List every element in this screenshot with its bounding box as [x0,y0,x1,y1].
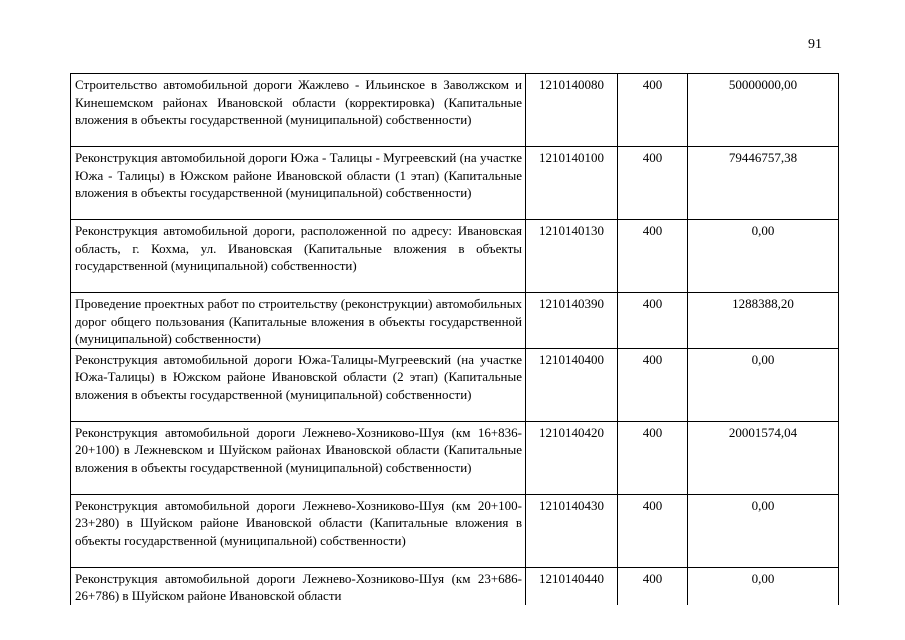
table-row [71,147,839,220]
row-code: 1210140400 [526,348,618,421]
row-description: Реконструкция автомобильной дороги Лежнево-Хозниково-Шуя (км 20+100-23+280) в Шуйском районе Ивановской области (Капитальные вложения в объекты государственной (муниципальной) собственности) [71,494,526,567]
row-expense-type: 400 [618,147,688,220]
row-amount: 20001574,04 [688,421,839,494]
row-amount: 0,00 [688,567,839,605]
table-row [71,293,839,349]
table-row [71,567,839,605]
row-description: Строительство автомобильной дороги Жажлево - Ильинское в Заволжском и Кинешемском районах Ивановской области (корректировка) (Капитальные вложения в объекты государственной (муниципальной) собственности) [71,74,526,147]
row-amount: 79446757,38 [688,147,839,220]
row-expense-type: 400 [618,74,688,147]
row-amount: 50000000,00 [688,74,839,147]
row-expense-type: 400 [618,293,688,349]
row-description: Реконструкция автомобильной дороги, расположенной по адресу: Ивановская область, г. Кохма, ул. Ивановская (Капитальные вложения в объекты государственной (муниципальной) собственности) [71,220,526,293]
row-description: Реконструкция автомобильной дороги Лежнево-Хозниково-Шуя (км 23+686-26+786) в Шуйском районе Ивановской области [71,567,526,605]
budget-table [70,73,839,605]
table-row [71,348,839,421]
row-expense-type: 400 [618,421,688,494]
row-description: Проведение проектных работ по строительству (реконструкции) автомобильных дорог общего пользования (Капитальные вложения в объекты государственной (муниципальной) собственности) [71,293,526,349]
row-expense-type: 400 [618,567,688,605]
row-code: 1210140430 [526,494,618,567]
table-row [71,74,839,147]
page-number: 91 [808,37,822,52]
row-expense-type: 400 [618,220,688,293]
row-amount: 0,00 [688,494,839,567]
table-row [71,494,839,567]
row-amount: 0,00 [688,220,839,293]
row-expense-type: 400 [618,494,688,567]
row-code: 1210140440 [526,567,618,605]
row-amount: 0,00 [688,348,839,421]
row-code: 1210140420 [526,421,618,494]
row-code: 1210140130 [526,220,618,293]
row-description: Реконструкция автомобильной дороги Лежнево-Хозниково-Шуя (км 16+836-20+100) в Лежневском и Шуйском районах Ивановской области (Капитальные вложения в объекты государственной (муниципальной) собственности) [71,421,526,494]
table-row [71,421,839,494]
row-description: Реконструкция автомобильной дороги Южа-Талицы-Мугреевский (на участке Южа-Талицы) в Южском районе Ивановской области (2 этап) (Капитальные вложения в объекты государственной (муниципальной) собственности) [71,348,526,421]
row-code: 1210140390 [526,293,618,349]
table-row [71,220,839,293]
row-code: 1210140100 [526,147,618,220]
row-amount: 1288388,20 [688,293,839,349]
row-description: Реконструкция автомобильной дороги Южа - Талицы - Мугреевский (на участке Южа - Талицы) в Южском районе Ивановской области (1 этап) (Капитальные вложения в объекты государственной (муниципальной) собственности) [71,147,526,220]
row-expense-type: 400 [618,348,688,421]
row-code: 1210140080 [526,74,618,147]
